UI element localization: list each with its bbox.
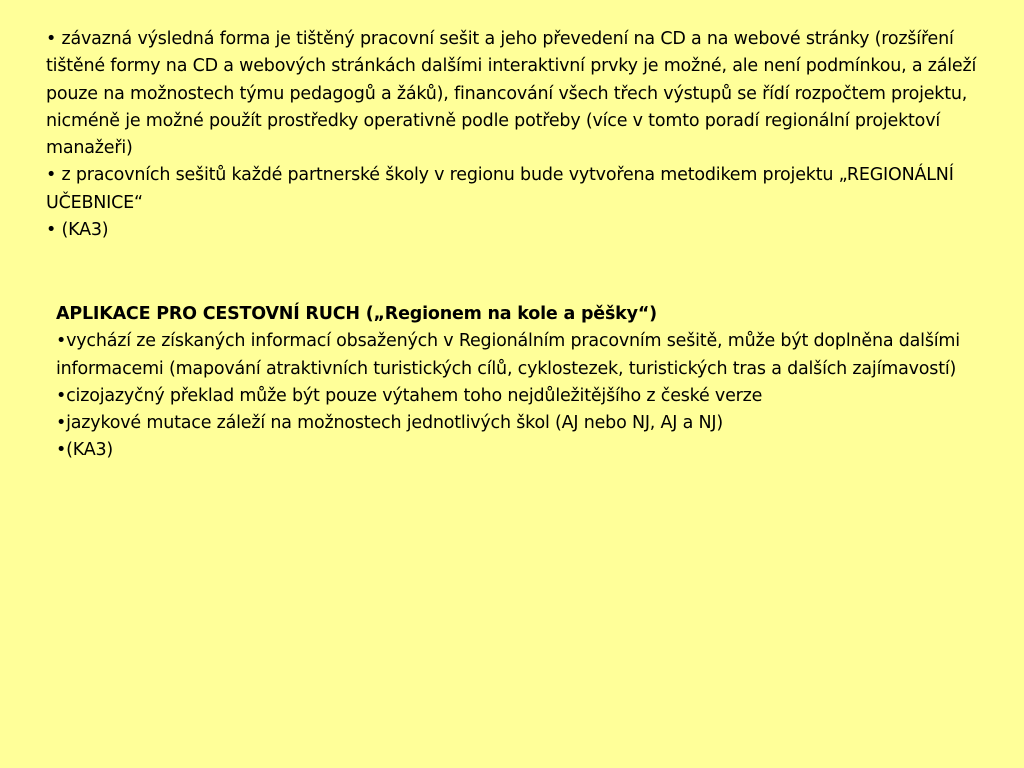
bullet-paragraph: •vychází ze získaných informací obsažených v Regionálním pracovním sešitě, může být doplněna dalšími informacemi (mapování atraktivních turistických cílů, cyklostezek, turistických tras a dalších zajímavostí) xyxy=(56,331,960,379)
bullet-paragraph: •(KA3) xyxy=(56,440,114,461)
text-block-tourism-app xyxy=(56,301,991,465)
text-block-outputs xyxy=(46,26,986,244)
bullet-paragraph: • z pracovních sešitů každé partnerské školy v regionu bude vytvořena metodikem projektu „REGIONÁLNÍ UČEBNICE“ xyxy=(46,165,954,213)
bullet-paragraph: • závazná výsledná forma je tištěný pracovní sešit a jeho převedení na CD a na webové stránky (rozšíření tištěné formy na CD a webových stránkách dalšími interaktivní prvky je možné, ale není podmínkou, a záleží pouze na možnostech týmu pedagogů a žáků), financování všech třech výstupů se řídí rozpočtem projektu, nicméně je možné použít prostředky operativně podle potřeby (více v tomto poradí regionální projektoví manažeři) xyxy=(46,29,977,159)
bullet-paragraph: • (KA3) xyxy=(46,220,109,241)
bullet-paragraph: •jazykové mutace záleží na možnostech jednotlivých škol (AJ nebo NJ, AJ a NJ) xyxy=(56,413,723,434)
bullet-paragraph: •cizojazyčný překlad může být pouze výtahem toho nejdůležitějšího z české verze xyxy=(56,385,763,406)
section-heading: APLIKACE PRO CESTOVNÍ RUCH („Regionem na kole a pěšky“) xyxy=(56,304,657,324)
